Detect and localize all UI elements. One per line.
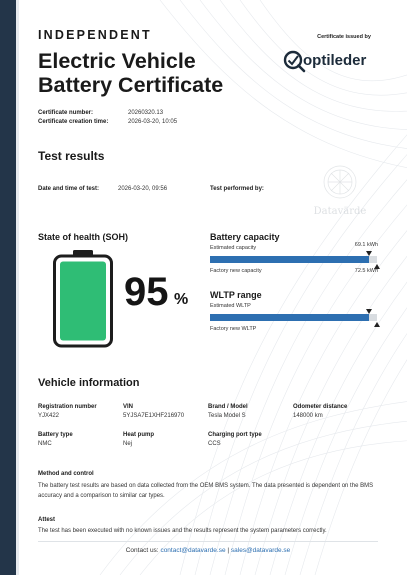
contact-email-link[interactable]: contact@datavarde.se (160, 547, 226, 554)
factory-wltp-label: Factory new WLTP (210, 326, 257, 332)
estimated-capacity-value: 69.1 kWh (354, 242, 378, 248)
certificate-created-value: 2026-03-20, 10:05 (128, 119, 178, 125)
header-eyebrow: INDEPENDENT (38, 28, 152, 42)
test-performed-label: Test performed by: (210, 186, 264, 192)
factory-capacity-value: 72.5 kWh (354, 268, 378, 274)
certificate-number-label: Certificate number: (38, 110, 94, 116)
test-date-value: 2026-03-20, 09:56 (118, 186, 168, 192)
factory-wltp-marker (374, 322, 380, 327)
battery-fill (60, 262, 106, 341)
estimated-capacity-label: Estimated capacity (210, 245, 257, 251)
vin-value: 5YJSA7E1XHF216970 (123, 413, 185, 419)
estimated-wltp-label: Estimated WLTP (210, 303, 251, 309)
charging-cell (208, 432, 262, 447)
stamp-text: Datavärde (313, 206, 367, 217)
odometer-value: 148000 km (293, 413, 323, 419)
footer-divider (38, 541, 378, 542)
footer-separator: | (227, 547, 230, 554)
odometer-label: Odometer distance (293, 404, 348, 410)
optileder-logo (282, 46, 406, 76)
heat-pump-label: Heat pump (123, 432, 155, 438)
brand-value: Tesla Model S (208, 413, 246, 419)
datavarde-stamp (290, 160, 390, 220)
certificate-number-value: 20260320.13 (128, 110, 164, 116)
attest-title: Attest (38, 517, 56, 523)
soh-unit: % (174, 291, 189, 308)
estimated-capacity-marker (366, 251, 372, 256)
sales-email-link[interactable]: sales@datavarde.se (230, 547, 291, 554)
wltp-track (210, 314, 377, 321)
side-stripe (0, 0, 16, 575)
battery-type-cell (38, 432, 73, 447)
vin-cell (123, 404, 184, 419)
battery-type-label: Battery type (38, 432, 73, 438)
wltp-fill (210, 314, 369, 321)
battery-capacity-fill (210, 256, 369, 263)
soh-title: State of health (SOH) (38, 232, 129, 242)
charging-label: Charging port type (208, 432, 262, 438)
brand-cell (208, 404, 248, 419)
battery-type-value: NMC (38, 441, 52, 447)
method-title: Method and control (38, 471, 94, 477)
certificate-created-label: Certificate creation time: (38, 119, 109, 125)
footer (38, 547, 378, 554)
registration-value: YJX422 (38, 413, 60, 419)
soh-value: 95 (124, 270, 169, 314)
registration-cell (38, 404, 97, 419)
estimated-wltp-marker (366, 309, 372, 314)
heat-pump-cell (123, 432, 154, 447)
charging-value: CCS (208, 441, 221, 447)
issuer-name: optileder (303, 52, 367, 69)
registration-label: Registration number (38, 404, 97, 410)
certificate-page (38, 0, 383, 575)
vehicle-info-title: Vehicle information (38, 377, 140, 389)
battery-capacity-title: Battery capacity (210, 232, 280, 242)
factory-capacity-label: Factory new capacity (210, 268, 262, 274)
brand-label: Brand / Model (208, 404, 248, 410)
vin-label: VIN (123, 404, 134, 410)
attest-text: The test has been executed with no known issues and the results represent the system parameters correctly. (38, 528, 327, 534)
issuer-block (282, 34, 406, 69)
battery-icon (53, 250, 113, 348)
page-title: Electric Vehicle Battery Certificate (38, 49, 224, 97)
side-stripe-edge (16, 0, 19, 575)
method-text: The battery test results are based on data collected from the OEM BMS system. The data presented is dependent on the BMS accuracy and a comparison to similar car types. (38, 483, 374, 499)
test-results-title: Test results (38, 149, 105, 163)
heat-pump-value: Nej (123, 441, 133, 447)
wltp-title: WLTP range (210, 290, 262, 300)
test-date-label: Date and time of test: (38, 186, 100, 192)
footer-prefix: Contact us: (125, 547, 159, 554)
battery-capacity-track (210, 256, 377, 263)
odometer-cell (293, 404, 347, 419)
issuer-label: Certificate issued by (317, 34, 371, 40)
